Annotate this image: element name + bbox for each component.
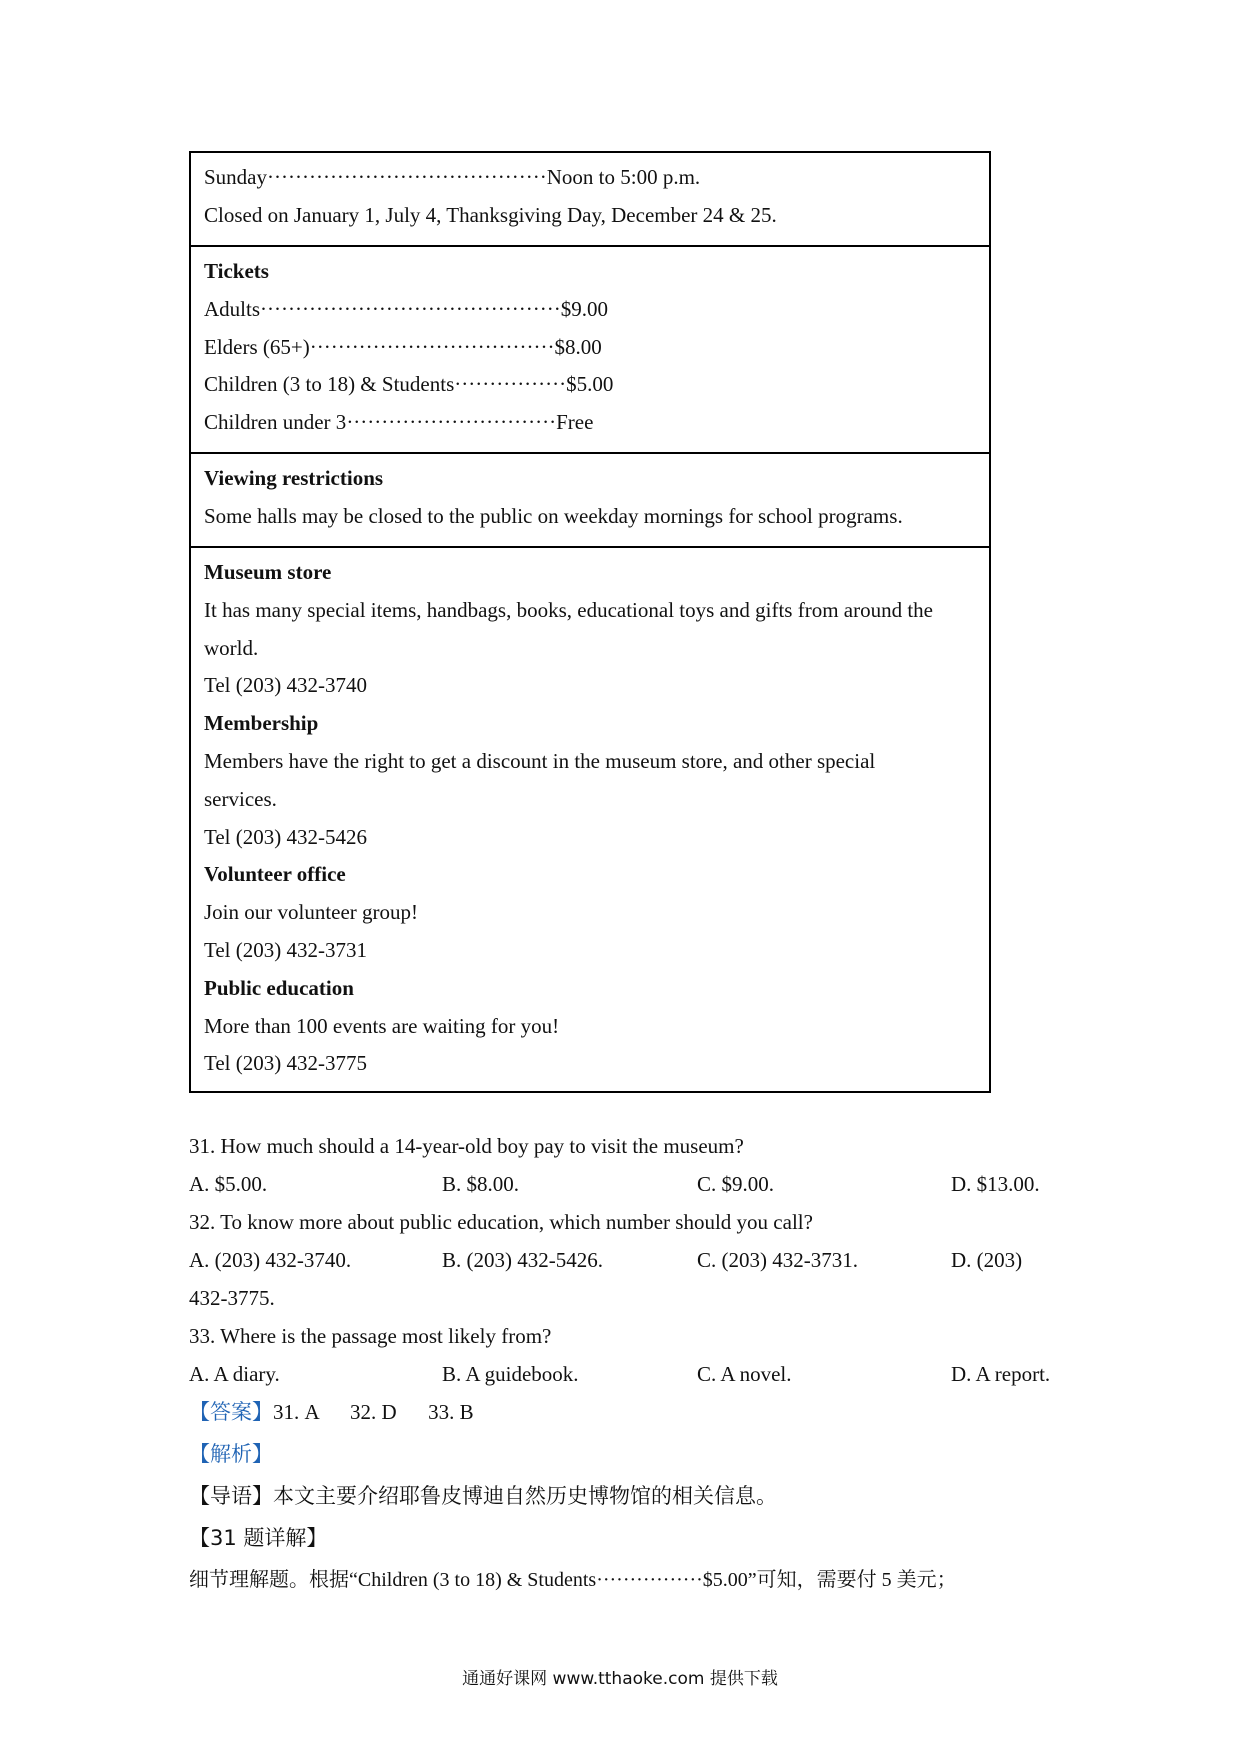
membership-tel: Tel (203) 432-5426 [204,824,367,849]
closed-days: Closed on January 1, July 4, Thanksgiving Day, December 24 & 25. [204,202,777,227]
education-text: More than 100 events are waiting for you! [204,1013,560,1038]
answer-text: 31. A 32. D 33. B [273,1400,474,1424]
option-d: D. $13.00. [951,1172,1040,1196]
footer: 通通好课网 www.tthaoke.com 提供下载 [462,1669,778,1689]
membership-text: Members have the right to get a discount in the museum store, and other special services. [204,748,876,811]
question-stem: 32. To know more about public education, which number should you call? [189,1210,813,1234]
ticket-row: Children (3 to 18) & Students················$5.00 [204,372,614,397]
option-c: C. (203) 432-3731. [697,1248,858,1272]
education-heading: Public education [204,975,354,1000]
question-stem: 31. How much should a 14-year-old boy pay to visit the museum? [189,1134,744,1158]
ticket-row: Children under 3······························Free [204,410,594,435]
option-a: A. A diary. [189,1362,280,1386]
option-d: D. (203) [951,1248,1023,1272]
store-heading: Museum store [204,560,332,584]
membership-heading: Membership [204,711,319,736]
viewing-heading: Viewing restrictions [204,466,384,490]
services-section [191,548,989,1089]
volunteer-heading: Volunteer office [204,862,346,887]
answer-line [189,1393,474,1431]
question-stem: 33. Where is the passage most likely from? [189,1324,552,1348]
viewing-section [191,454,989,548]
ticket-row: Adults···········································$9.00 [204,296,608,321]
tickets-section [191,247,989,454]
volunteer-tel: Tel (203) 432-3731 [204,937,367,962]
option-b: B. A guidebook. [442,1362,579,1386]
option-b: B. $8.00. [442,1172,520,1196]
option-c: C. A novel. [697,1362,792,1386]
intro-line [189,1477,777,1515]
education-tel: Tel (203) 432-3775 [204,1051,367,1076]
viewing-text: Some halls may be closed to the public on weekday mornings for school programs. [204,503,903,528]
option-d: D. A report. [951,1362,1051,1386]
option-c: C. $9.00. [697,1172,775,1196]
museum-info-box [189,151,991,1093]
analysis-tag: 【解析】 [189,1442,273,1466]
option-b: B. (203) 432-5426. [442,1248,603,1272]
option-d-continued: 432-3775. [189,1286,275,1310]
store-text: It has many special items, handbags, books, educational toys and gifts from around the world. [204,597,934,660]
detail-text: 细节理解题。根据“Children (3 to 18) & Students················$5.00”可知，需要付 5 美元； [189,1569,957,1591]
option-a: A. $5.00. [189,1172,268,1196]
detail-heading: 【31 题详解】 [189,1526,328,1550]
volunteer-text: Join our volunteer group! [204,900,419,925]
answer-tag: 【答案】 [189,1400,273,1424]
tickets-heading: Tickets [204,259,269,283]
hours-section [191,153,989,247]
intro-text: 本文主要介绍耶鲁皮博迪自然历史博物馆的相关信息。 [273,1484,777,1508]
store-tel: Tel (203) 432-3740 [204,673,367,698]
option-a: A. (203) 432-3740. [189,1248,352,1272]
ticket-row: Elders (65+)···································$8.00 [204,334,602,359]
sunday-hours: Sunday········································Noon to 5:00 p.m. [204,165,701,189]
intro-tag: 【导语】 [189,1484,273,1508]
